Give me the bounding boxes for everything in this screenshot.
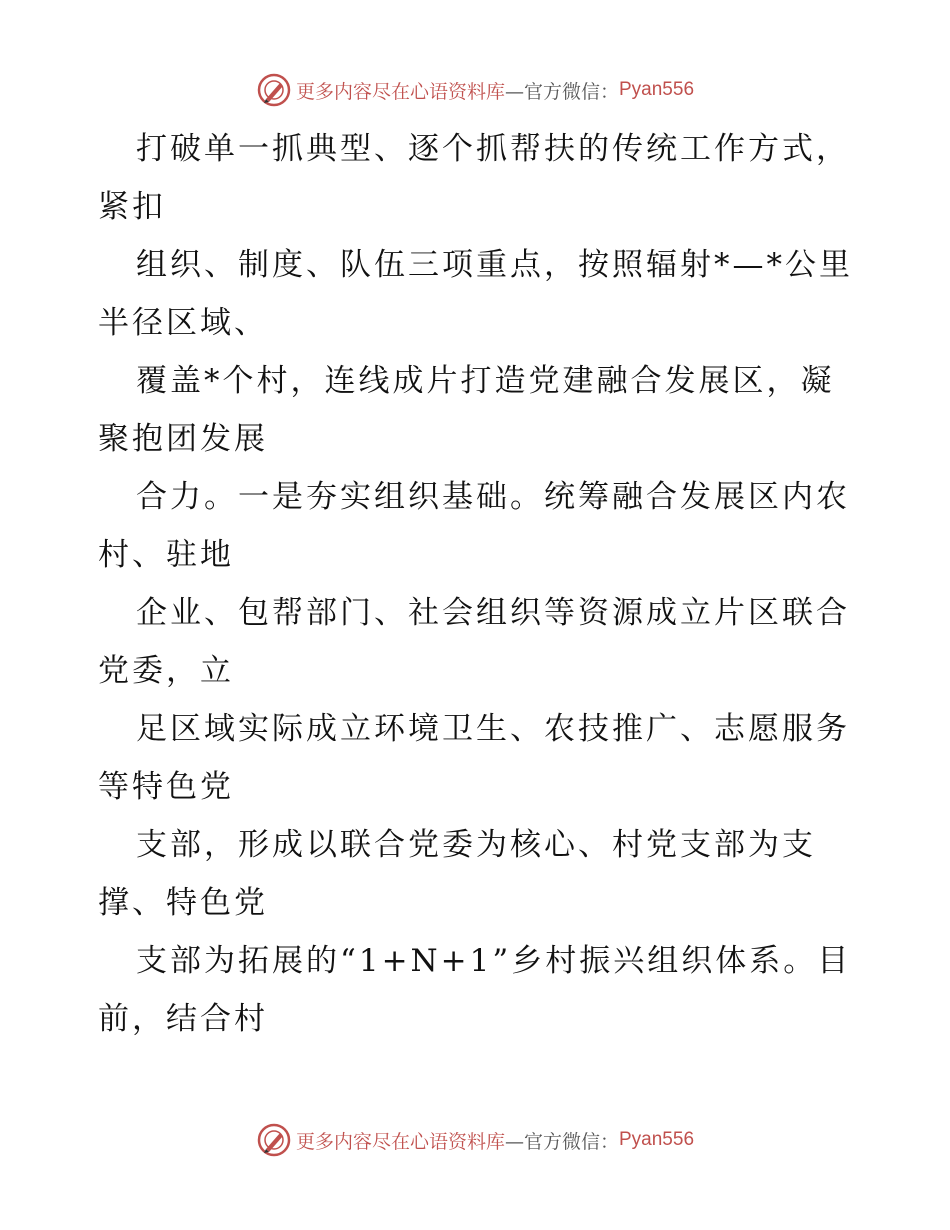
- pen-logo-icon: [256, 72, 292, 108]
- watermark-text: 更多内容尽在心语资料库: [295, 80, 505, 103]
- paragraph-line: 组织、制度、队伍三项重点，按照辐射*—*公里: [136, 247, 853, 283]
- paragraph-line: 支部，形成以联合党委为核心、村党支部为支: [136, 827, 816, 863]
- paragraph-line: 村、驻地: [98, 537, 234, 573]
- paragraph-line: 前，结合村: [98, 1001, 268, 1037]
- watermark-id: Pyan556: [619, 1129, 695, 1150]
- paragraph-line: 覆盖*个村，连线成片打造党建融合发展区，凝: [136, 363, 835, 399]
- paragraph-line: 打破单一抓典型、逐个抓帮扶的传统工作方式，: [136, 131, 850, 167]
- paragraph-line: 足区域实际成立环境卫生、农技推广、志愿服务: [136, 711, 850, 747]
- header-watermark: [0, 70, 950, 110]
- paragraph-line: 聚抱团发展: [98, 421, 268, 457]
- footer-watermark: [0, 1120, 950, 1160]
- paragraph-line: 紧扣: [98, 189, 166, 225]
- paragraph-line: 合力。一是夯实组织基础。统筹融合发展区内农: [136, 479, 850, 515]
- watermark-separator: —官方微信：: [504, 80, 619, 103]
- pen-logo-icon: [256, 1122, 292, 1158]
- watermark-separator: —官方微信：: [504, 1130, 619, 1153]
- paragraph-line: 半径区域、: [98, 305, 268, 341]
- paragraph-line: 企业、包帮部门、社会组织等资源成立片区联合: [136, 595, 850, 631]
- paragraph-line: 撑、特色党: [98, 885, 268, 921]
- paragraph-line: 支部为拓展的“1+N+1”乡村振兴组织体系。目: [136, 943, 852, 979]
- watermark-text: 更多内容尽在心语资料库: [295, 1130, 505, 1153]
- watermark-id: Pyan556: [619, 79, 695, 100]
- paragraph-line: 等特色党: [98, 769, 234, 805]
- paragraph-line: 党委，立: [98, 653, 234, 689]
- document-body: [98, 120, 868, 1048]
